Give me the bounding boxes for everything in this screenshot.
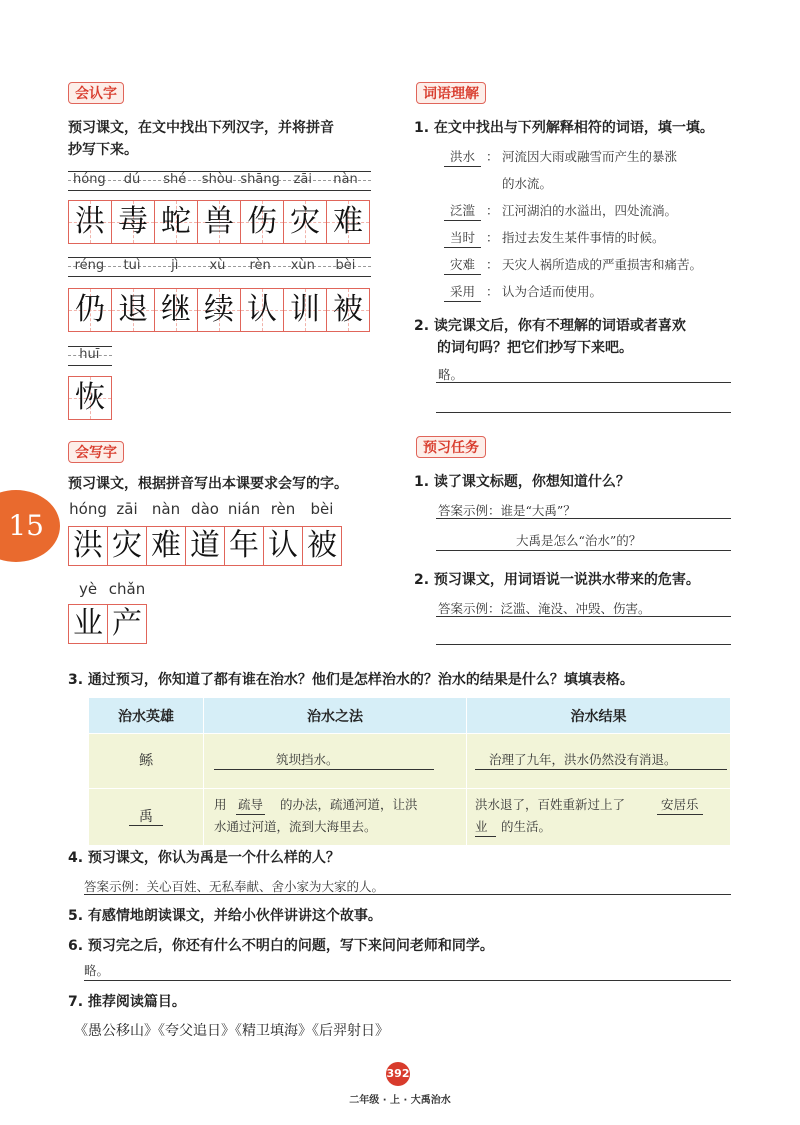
char-text: 仍 — [75, 292, 105, 327]
section-tag-vocab: 词语理解 — [416, 82, 486, 104]
task-q1-answer-2: 大禹是怎么“治水”的？ — [516, 533, 642, 548]
answer-line — [436, 550, 731, 551]
section-tag-write: 会写字 — [68, 441, 124, 463]
pinyin-label: bèi — [310, 500, 334, 518]
vocab-item — [436, 227, 736, 254]
recognize-instruction-1: 预习课文，在文中找出下列汉字，并将拼音 — [68, 120, 334, 136]
hero-cell: 禹 — [129, 809, 163, 826]
vocab-word: 采用 — [444, 283, 481, 302]
pinyin-label: xù — [209, 258, 226, 273]
vocab-def: 认为合适而使用。 — [502, 284, 603, 299]
page-number: 392 — [386, 1062, 410, 1086]
char-text: 被 — [333, 292, 363, 327]
table-row — [89, 734, 731, 789]
answer-line — [475, 769, 727, 770]
vocab-word: 当时 — [444, 229, 481, 248]
pinyin-label: nàn — [151, 500, 181, 518]
colon: ： — [486, 149, 499, 164]
pinyin-band — [68, 257, 371, 277]
task-q1: 1. 读了课文标题，你想知道什么？ — [414, 474, 630, 490]
answer-line — [436, 412, 731, 413]
char-text: 难 — [333, 204, 363, 239]
answer-line — [84, 894, 731, 895]
colon: ： — [486, 257, 499, 272]
task-q2-answer: 答案示例：泛滥、淹没、冲毁、伤害。 — [438, 601, 651, 616]
pinyin-label: shāng — [240, 172, 280, 187]
char-cell — [68, 376, 112, 420]
result-line2: 的生活。 — [501, 819, 552, 834]
method-line2: 水通过河道，流到大海里去。 — [214, 819, 377, 834]
pinyin-label: réng — [74, 258, 105, 273]
pinyin-label: nàn — [333, 172, 358, 187]
vocab-item — [436, 200, 736, 227]
pinyin-label: zāi — [116, 500, 138, 518]
page-caption: 二年级 · 上 · 大禹治水 — [349, 1095, 451, 1106]
vocab-item — [436, 281, 736, 308]
vocab-item — [436, 254, 736, 281]
write-instruction: 预习课文，根据拼音写出本课要求会写的字。 — [68, 476, 348, 492]
method-blank: 疏导 — [236, 796, 265, 815]
pinyin-band — [68, 346, 112, 366]
pinyin-label: shé — [163, 172, 187, 187]
q5-text: 5. 有感情地朗读课文，并给小伙伴讲讲这个故事。 — [68, 908, 382, 924]
char-text: 恢 — [75, 380, 105, 415]
pinyin-label: hóng — [73, 172, 106, 187]
table-header: 治水英雄 — [89, 698, 204, 734]
answer-line — [214, 769, 434, 770]
pinyin-label: huī — [79, 347, 100, 362]
char-cell: 业 — [68, 604, 108, 644]
char-text: 兽 — [204, 204, 234, 239]
vocab-item — [436, 146, 736, 173]
char-text: 洪 — [75, 204, 105, 239]
char-cell — [111, 200, 155, 244]
vocab-def: 河流因大雨或融雪而产生的暴涨 — [502, 149, 678, 164]
lesson-number-badge: 15 — [0, 490, 60, 562]
q7-text: 7. 推荐阅读篇目。 — [68, 994, 186, 1010]
vocab-item — [436, 173, 736, 200]
vocab-q2-answer: 略。 — [438, 367, 464, 382]
char-text: 认 — [247, 292, 277, 327]
char-cell — [283, 288, 327, 332]
q6-text: 6. 预习完之后，你还有什么不明白的问题，写下来问问老师和同学。 — [68, 938, 494, 954]
answer-line — [436, 382, 731, 383]
task-q1-answer-1: 答案示例：谁是“大禹”？ — [438, 503, 576, 518]
pinyin-label: nián — [227, 500, 261, 518]
pinyin-label: rèn — [270, 500, 296, 518]
pinyin-label: dú — [123, 172, 141, 187]
table-row — [89, 789, 731, 846]
char-cell — [326, 288, 370, 332]
vocab-list — [436, 146, 736, 308]
char-cell — [111, 288, 155, 332]
char-cell — [197, 200, 241, 244]
char-text: 续 — [204, 292, 234, 327]
hero-cell: 鲧 — [139, 753, 153, 769]
pinyin-label: hóng — [69, 500, 107, 518]
colon: ： — [486, 230, 499, 245]
char-cell — [240, 288, 284, 332]
section-tag-task: 预习任务 — [416, 436, 486, 458]
char-cell — [240, 200, 284, 244]
vocab-q2-line2: 的词句吗？把它们抄写下来吧。 — [437, 340, 633, 356]
colon: ： — [486, 203, 499, 218]
pinyin-label: jì — [171, 258, 179, 273]
vocab-word: 泛滥 — [444, 202, 481, 221]
char-text: 训 — [290, 292, 320, 327]
pinyin-label: tuì — [123, 258, 141, 273]
char-cell — [154, 288, 198, 332]
char-cell — [283, 200, 327, 244]
char-cell — [68, 200, 112, 244]
char-text: 退 — [118, 292, 148, 327]
vocab-def: 的水流。 — [502, 176, 553, 191]
q4-answer: 答案示例：关心百姓、无私奉献、舍小家为大家的人。 — [84, 879, 385, 894]
write-char-row — [68, 604, 146, 644]
answer-line — [436, 644, 731, 645]
char-cell — [68, 288, 112, 332]
vocab-q2-line1: 2. 读完课文后，你有不理解的词语或者喜欢 — [414, 318, 686, 334]
char-cell: 难 — [146, 526, 186, 566]
char-cell — [154, 200, 198, 244]
char-grid-row — [68, 200, 369, 244]
char-cell: 被 — [302, 526, 342, 566]
answer-line — [436, 518, 731, 519]
method-table — [88, 697, 731, 846]
pinyin-label: shòu — [201, 172, 234, 187]
vocab-def: 天灾人祸所造成的严重损害和痛苦。 — [502, 257, 703, 272]
section-tag-recognize: 会认字 — [68, 82, 124, 104]
pinyin-label: bèi — [335, 258, 356, 273]
vocab-word: 灾难 — [444, 256, 481, 275]
pinyin-label: zāi — [293, 172, 312, 187]
char-cell: 洪 — [68, 526, 108, 566]
vocab-word: 洪水 — [444, 148, 481, 167]
vocab-def: 指过去发生某件事情的时候。 — [502, 230, 665, 245]
table-header: 治水之法 — [204, 698, 467, 734]
q6-answer: 略。 — [84, 963, 110, 978]
vocab-def: 江河湖泊的水溢出，四处流淌。 — [502, 203, 678, 218]
vocab-q1: 1. 在文中找出与下列解释相符的词语，填一填。 — [414, 120, 714, 136]
pinyin-label: chǎn — [108, 580, 146, 598]
char-text: 继 — [161, 292, 191, 327]
result-text: 洪水退了，百姓重新过上了 — [475, 797, 626, 812]
char-cell — [326, 200, 370, 244]
result-cell: 治理了九年，洪水仍然没有消退。 — [489, 752, 677, 767]
method-post: 的办法，疏通河道，让洪 — [280, 797, 418, 812]
recognize-instruction-2: 抄写下来。 — [68, 142, 138, 158]
method-pre: 用 — [214, 797, 227, 812]
char-cell: 产 — [107, 604, 147, 644]
char-text: 灾 — [290, 204, 320, 239]
colon: ： — [486, 284, 499, 299]
pinyin-label: yè — [78, 580, 98, 598]
char-cell — [197, 288, 241, 332]
char-grid-row — [68, 288, 369, 332]
pinyin-label: rèn — [249, 258, 271, 273]
write-pinyin-row — [68, 500, 341, 518]
char-text: 伤 — [247, 204, 277, 239]
pinyin-label: xùn — [290, 258, 315, 273]
write-char-row — [68, 526, 341, 566]
char-cell: 认 — [263, 526, 303, 566]
answer-line — [436, 616, 731, 617]
task-q2: 2. 预习课文，用词语说一说洪水带来的危害。 — [414, 572, 700, 588]
q7-books: 《愚公移山》《夸父追日》《精卫填海》《后羿射日》 — [74, 1023, 389, 1039]
q4-text: 4. 预习课文，你认为禹是一个什么样的人？ — [68, 850, 340, 866]
pinyin-band — [68, 171, 371, 191]
char-cell: 年 — [224, 526, 264, 566]
answer-line — [84, 980, 731, 981]
char-cell: 道 — [185, 526, 225, 566]
write-pinyin-row — [68, 580, 146, 598]
char-text: 毒 — [118, 204, 148, 239]
char-text: 蛇 — [161, 204, 191, 239]
char-grid-row — [68, 376, 111, 420]
result-blank: 安居乐 — [657, 796, 703, 815]
table-header: 治水结果 — [467, 698, 731, 734]
result-blank-2: 业 — [475, 818, 496, 837]
pinyin-label: dào — [191, 500, 219, 518]
q3-text: 3. 通过预习，你知道了都有谁在治水？他们是怎样治水的？治水的结果是什么？填填表格。 — [68, 672, 634, 688]
method-cell: 筑坝挡水。 — [276, 752, 339, 767]
char-cell: 灾 — [107, 526, 147, 566]
